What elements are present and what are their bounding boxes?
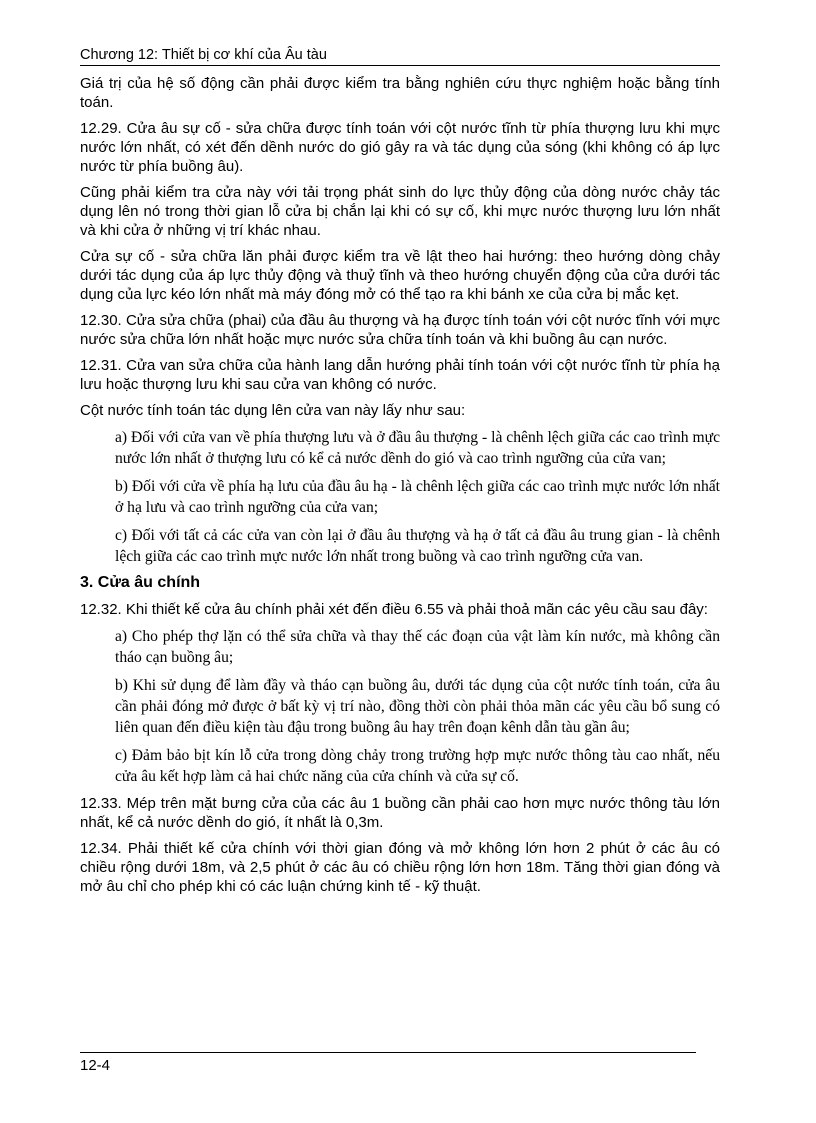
paragraph: Cửa sự cố - sửa chữa lăn phải được kiểm tra về lật theo hai hướng: theo hướng dòng chảy dưới tác dụng của áp lực thủy động và thuỷ tĩnh và theo hướng chuyển động của cửa dưới tác dụng của lực kéo lớn nhất mà máy đóng mở có thể tạo ra khi bánh xe của cửa bị mắc kẹt. xyxy=(80,248,720,303)
paragraph: 12.32. Khi thiết kế cửa âu chính phải xét đến điều 6.55 và phải thoả mãn các yêu cầu sau đây: xyxy=(80,601,708,618)
list-item: a) Cho phép thợ lặn có thể sửa chữa và thay thế các đoạn của vật làm kín nước, mà không cần tháo cạn buồng âu; xyxy=(115,628,720,666)
paragraph: 12.34. Phải thiết kế cửa chính với thời gian đóng và mở không lớn hơn 2 phút ở các âu có chiều rộng dưới 18m, và 2,5 phút ở các âu có chiều rộng lớn hơn 18m. Tăng thời gian đóng và mở âu chỉ cho phép khi có các luận chứng kinh tế - kỹ thuật. xyxy=(80,840,720,895)
list-item: a) Đối với cửa van về phía thượng lưu và ở đầu âu thượng - là chênh lệch giữa các cao trình mực nước lớn nhất ở thượng lưu có kể cả nước dềnh do gió và cao trình ngưỡng của cửa van; xyxy=(115,429,720,467)
page-number: 12-4 xyxy=(80,1057,111,1074)
footer-divider xyxy=(80,1052,696,1053)
list-item: b) Khi sử dụng để làm đầy và tháo cạn buồng âu, dưới tác dụng của cột nước tính toán, cửa âu cần phải đóng mở được ở bất kỳ vị trí nào, đồng thời còn phải thỏa mãn các yêu cầu bổ sung có liên quan đến điều kiện tàu đậu trong buồng âu hay trên đoạn kênh dẫn tàu gần âu; xyxy=(115,677,720,736)
paragraph: 12.30. Cửa sửa chữa (phai) của đầu âu thượng và hạ được tính toán với cột nước tĩnh với mực nước sửa chữa lớn nhất hoặc mực nước sửa chữa tính toán và khi buồng âu cạn nước. xyxy=(80,312,720,348)
page-header: Chương 12: Thiết bị cơ khí của Âu tàu xyxy=(80,47,720,66)
paragraph: 12.31. Cửa van sửa chữa của hành lang dẫn hướng phải tính toán với cột nước tĩnh từ phía hạ lưu hoặc thượng lưu khi sau cửa van không có nước. xyxy=(80,357,720,393)
paragraph: Cũng phải kiểm tra cửa này với tải trọng phát sinh do lực thủy động của dòng nước chảy tác dụng lên nó trong thời gian lỗ cửa bị chắn lại khi có sự cố, khi mực nước thượng lưu lớn nhất và khi cửa ở những vị trí khác nhau. xyxy=(80,184,720,239)
section-heading: 3. Cửa âu chính xyxy=(80,574,201,591)
paragraph: Cột nước tính toán tác dụng lên cửa van này lấy như sau: xyxy=(80,402,466,419)
paragraph: Giá trị của hệ số động cần phải được kiểm tra bằng nghiên cứu thực nghiệm hoặc bằng tính toán. xyxy=(80,75,720,111)
paragraph: 12.29. Cửa âu sự cố - sửa chữa được tính toán với cột nước tĩnh từ phía thượng lưu khi mực nước lớn nhất, có xét đến dềnh nước do gió gây ra và tác dụng của sóng (khi không có áp lực nước từ phía buồng âu). xyxy=(80,120,720,175)
list-item: c) Đối với tất cả các cửa van còn lại ở đầu âu thượng và hạ ở tất cả đầu âu trung gian - là chênh lệch giữa các cao trình mực nước lớn nhất trong buồng và cao trình ngưỡng cửa van. xyxy=(115,527,720,565)
page-body xyxy=(80,74,720,903)
paragraph: 12.33. Mép trên mặt bưng cửa của các âu 1 buồng cần phải cao hơn mực nước thông tàu lớn nhất, kể cả nước dềnh do gió, ít nhất là 0,3m. xyxy=(80,795,720,831)
list-item: b) Đối với cửa về phía hạ lưu của đầu âu hạ - là chênh lệch giữa các cao trình mực nước lớn nhất ở hạ lưu và cao trình ngưỡng của cửa van; xyxy=(115,478,720,516)
list-item: c) Đảm bảo bịt kín lỗ cửa trong dòng chảy trong trường hợp mực nước thông tàu cao nhất, nếu cửa âu kết hợp làm cả hai chức năng của cửa chính và cửa sự cố. xyxy=(115,747,720,785)
